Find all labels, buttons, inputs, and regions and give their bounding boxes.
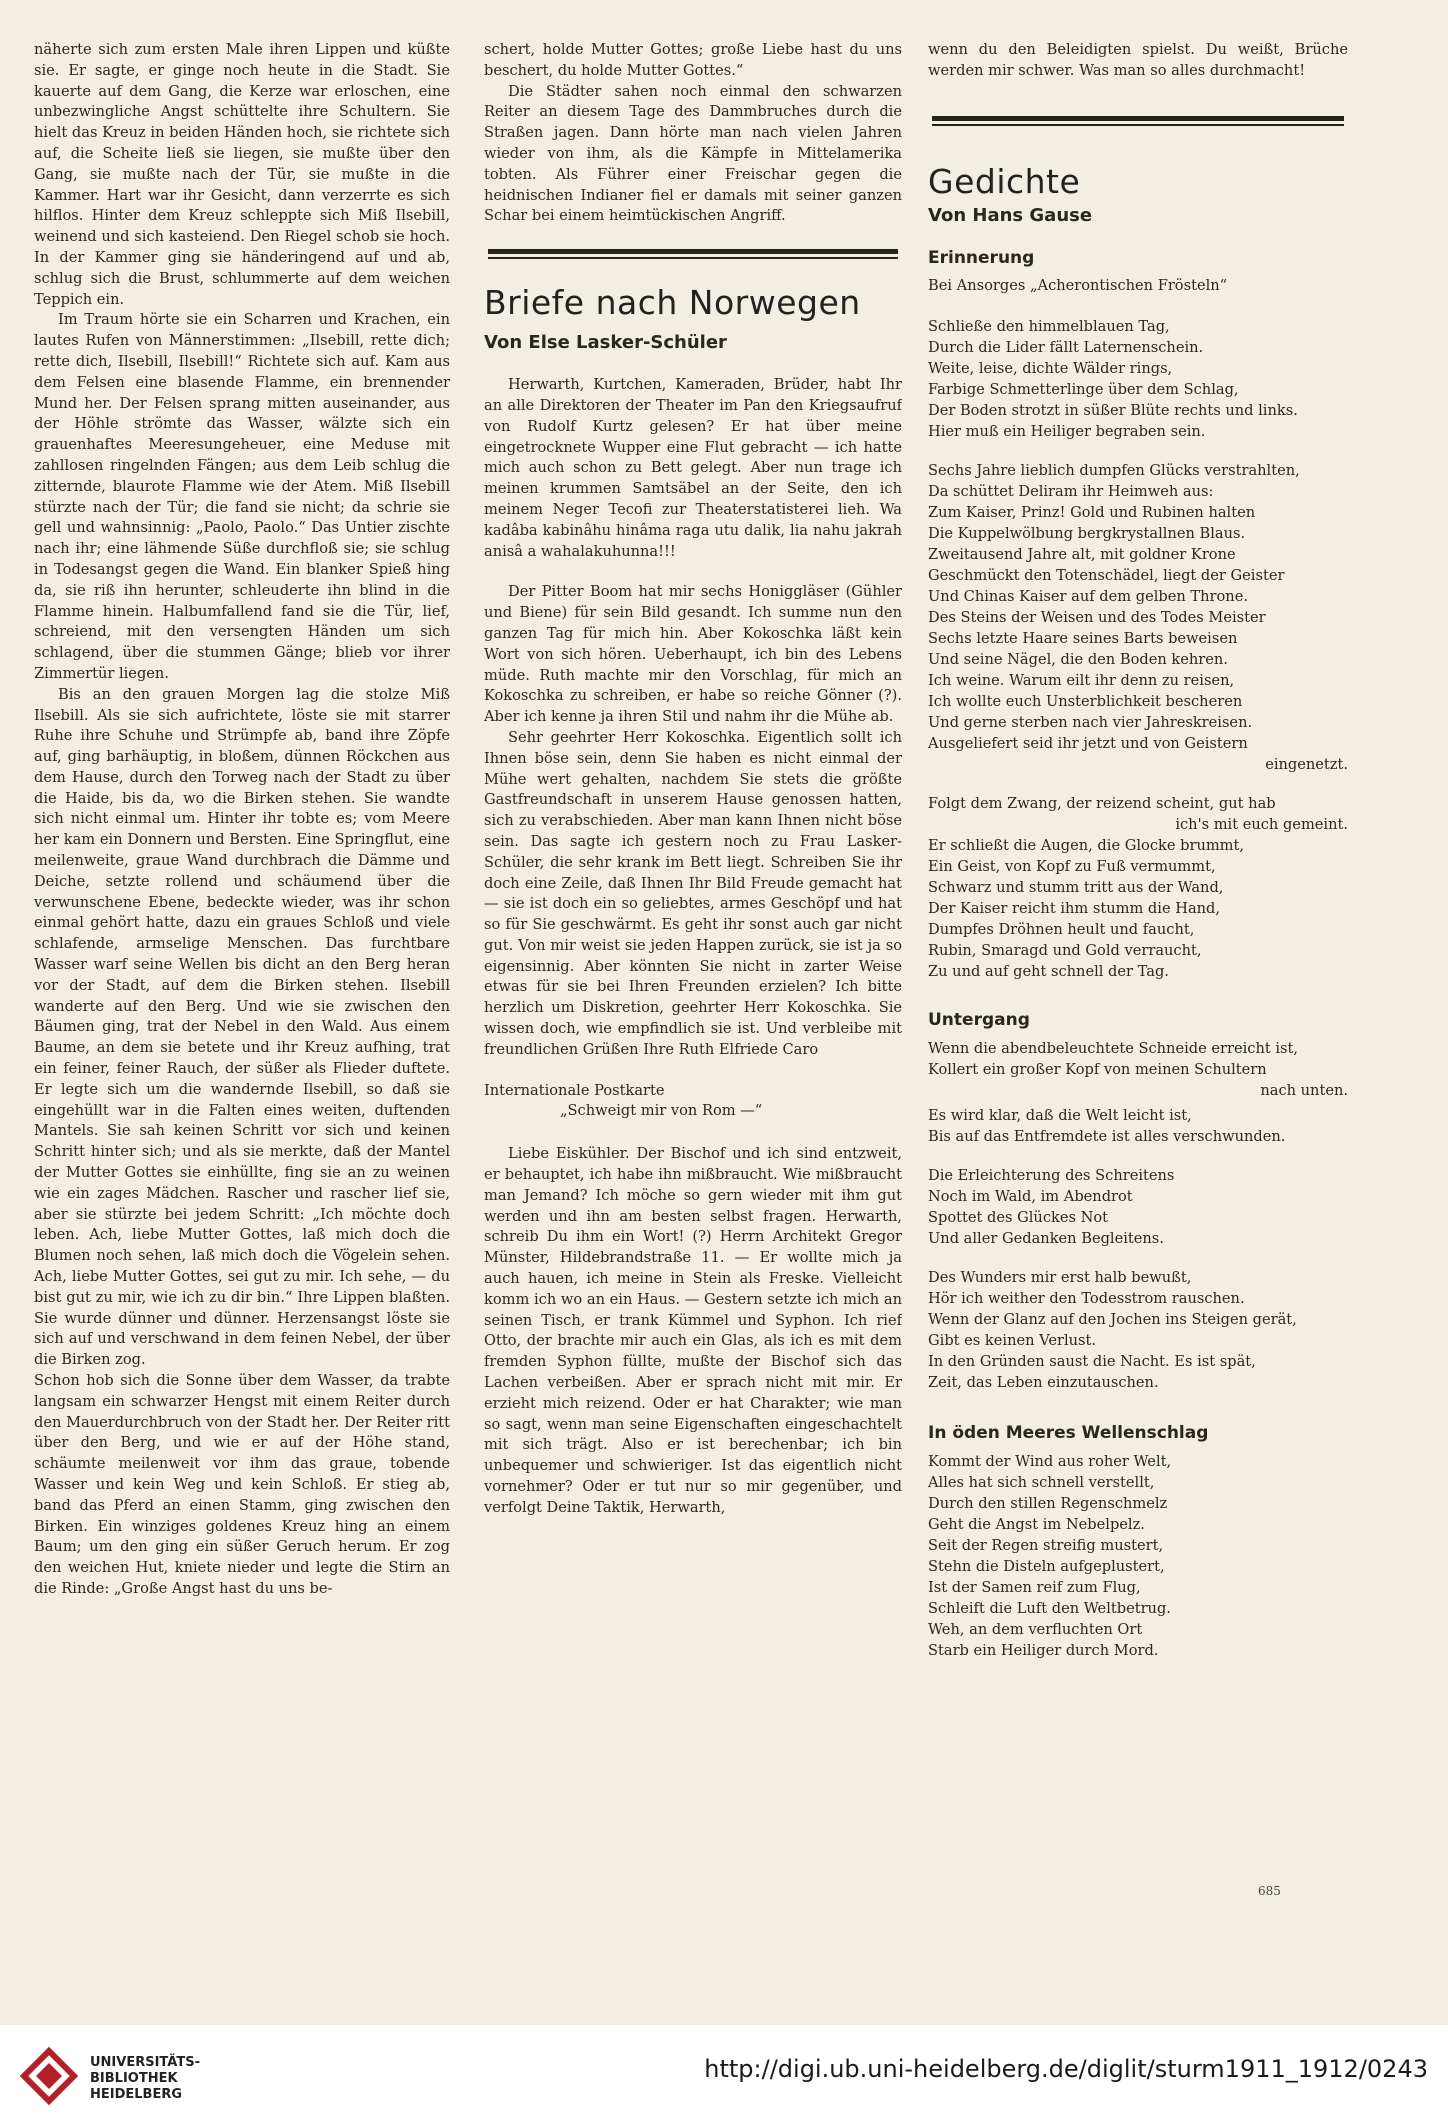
postcard-quote: „Schweigt mir von Rom —“ [560, 1102, 763, 1120]
poem-stanza [928, 1451, 1348, 1661]
poem-stanza [928, 1038, 1348, 1101]
poem-line: Sechs letzte Haare seines Barts beweisen [928, 630, 1238, 648]
poem-line: Und gerne sterben nach vier Jahreskreisen. [928, 714, 1253, 732]
story-paragraph: wenn du den Beleidigten spielst. Du weißt, Brüche werden mir schwer. Was man so alles durchmacht! [928, 41, 1348, 79]
page-number: 685 [1258, 1884, 1281, 1898]
poem-stanza [928, 1267, 1348, 1393]
poem-line: Da schüttet Deliram ihr Heimweh aus: [928, 483, 1214, 501]
library-name-line: UNIVERSITÄTS- [90, 2055, 200, 2070]
poem-stanza [928, 1165, 1348, 1249]
poem-line: Er schließt die Augen, die Glocke brummt, [928, 837, 1245, 855]
poem-line: Ein Geist, von Kopf zu Fuß vermummt, [928, 858, 1216, 876]
poem-stanza [928, 1105, 1348, 1147]
story-paragraph: Im Traum hörte sie ein Scharren und Krachen, ein lautes Rufen von Männerstimmen: „Ilsebill, rette dich; rette dich, Ilsebill, Ilsebill!“ Richtete sich auf. Kam aus dem Felsen eine blasende Flamme, ein brennender Mund her. Der Felsen sprang mitten auseinander, aus der Höhle strömte das Wasser, wälzte sich ein grauenhaftes Meeresungeheuer, eine Meduse mit zahllosen ringelnden Fängen; aus dem Leib schlug die zitternde, blaurote Flamme wie der Atem. Miß Ilsebill stürzte nach der Tür; die fand sie nicht; da schrie sie gell und wahnsinnig: „Paolo, Paolo.“ Das Untier zischte nach ihr; eine lähmende Süße durchfloß sie; sie schlug in Todesangst gegen die Wand. Ein blanker Spieß hing da, sie riß ihn herunter, schleuderte ihn blind in die Flamme hinein. Halbumfallend fand sie die Tür, lief, schreiend, mit den versengten Händen um sich schlagend, über die stummen Gänge; blieb vor ihrer Zimmertür liegen. [34, 311, 450, 682]
postcard-label: Internationale Postkarte [484, 1081, 665, 1099]
poem-line: Seit der Regen streifig mustert, [928, 1537, 1164, 1555]
poem-line: Geschmückt den Totenschädel, liegt der Geister [928, 567, 1285, 585]
poem-line: Schwarz und stumm tritt aus der Wand, [928, 879, 1224, 897]
poem-line: Der Kaiser reicht ihm stumm die Hand, [928, 900, 1221, 918]
poem-line: Zum Kaiser, Prinz! Gold und Rubinen halten [928, 504, 1256, 522]
poem-line: Zeit, das Leben einzutauschen. [928, 1374, 1159, 1392]
article-author: Von Else Lasker-Schüler [484, 332, 727, 354]
letter-paragraph: Liebe Eiskühler. Der Bischof und ich sind entzweit, er behauptet, ich habe ihn mißbraucht. Wie mißbraucht man Jemand? Ich möche so gern wieder mit ihm gut werden und ihn am besten selbst fragen. Herwarth, schreib Du ihm ein Wort! (?) Herrn Architekt Gregor Münster, Hildebrandstraße 11. — Er wollte mich ja auch hauen, ich meine in Stein als Freske. Vielleicht komm ich wo an ein Haus. — Gestern setzte ich mich an seinen Tisch, er trank Kümmel und Syphon. Ich rief Otto, der brachte mir auch ein Glas, als ich es mit dem fremden Syphon füllte, mußte der Bischof sich das Lachen verbeißen. Aber er sprach nicht mit mir. Er erzieht mich reizend. Oder er hat Charakter; wie man so sagt, wenn man seine Eigenschaften eingeschachtelt mit sich trägt. Also er ist berechenbar; ich bin unbequemer und schwieriger. Ist das eigentlich nicht vornehmer? Oder er tut nur so mir gegenüber, und verfolgt Deine Taktik, Herwarth, [484, 1145, 902, 1516]
poem-line: Spottet des Glückes Not [928, 1209, 1109, 1227]
poem-line-runover: nach unten. [1260, 1082, 1348, 1100]
poem-line: Hör ich weither den Todesstrom rauschen. [928, 1290, 1245, 1308]
poem-line: Und aller Gedanken Begleitens. [928, 1230, 1164, 1248]
poem-line: Rubin, Smaragd und Gold verraucht, [928, 942, 1202, 960]
letter-paragraph: Sehr geehrter Herr Kokoschka. Eigentlich sollt ich Ihnen böse sein, denn Sie haben es nicht einmal der Mühe wert gehalten, nachdem Sie stets die größte Gastfreundschaft in unserem Hause genossen hatten, sich zu verabschieden. Aber man kann Ihnen nicht böse sein. Das sagte ich gestern noch zu Frau Lasker-Schüler, die sehr krank im Bett liegt. Schreiben Sie ihr doch eine Zeile, daß Ihnen Ihr Bild Freude gemacht hat — sie ist doch ein so geliebtes, armes Geschöpf und hat so für Sie geschwärmt. Es geht ihr sonst auch gar nicht gut. Von mir weist sie jeden Happen zurück, sie ist ja so eigensinnig. Aber könnten Sie nicht in zarter Weise etwas für sie bei Ihren Freunden erzielen? Ich bitte herzlich um Diskretion, geehrter Herr Kokoschka. Sie wissen doch, wie empfindlich sie ist. Und verbleibe mit freundlichen Grüßen Ihre Ruth Elfriede Caro [484, 728, 902, 1058]
poem-line: Starb ein Heiliger durch Mord. [928, 1642, 1159, 1660]
poem-line: Farbige Schmetterlinge über dem Schlag, [928, 381, 1239, 399]
right-column [928, 40, 1348, 1900]
poem-line: Weh, an dem verfluchten Ort [928, 1621, 1143, 1639]
poem-line: Schließe den himmelblauen Tag, [928, 318, 1170, 336]
middle-column [484, 40, 902, 1900]
section-author: Von Hans Gause [928, 204, 1093, 226]
poem-line: Ausgeliefert seid ihr jetzt und von Geistern [928, 735, 1248, 753]
poem-line: Gibt es keinen Verlust. [928, 1332, 1097, 1350]
letter-paragraph: Herwarth, Kurtchen, Kameraden, Brüder, habt Ihr an alle Direktoren der Theater im Pan den Kriegsaufruf von Rudolf Kurtz gelesen? Er hat über meine eingetrocknete Wupper eine Flut gebracht — ich hatte mich auch schon zu Bett gelegt. Aber nun trage ich meinen krummen Samtsäbel an der Seite, den ich meinem Neger Tecofi zur Theaterstatisterei lieh. Wa kadâba kabinâhu hinâma raga utu dalik, lia nahu jakrah anisâ a wahalakuhunna!!! [484, 376, 902, 560]
poem-line: Zweitausend Jahre alt, mit goldner Krone [928, 546, 1236, 564]
poem-line: Dumpfes Dröhnen heult und faucht, [928, 921, 1195, 939]
story-paragraph: Schon hob sich die Sonne über dem Wasser, da trabte langsam ein schwarzer Hengst mit einem Reiter durch den Mauerdurchbruch von der Stadt her. Der Reiter ritt über den Berg, und wie er auf der Höhe stand, schäumte meilenweit vor ihm das graue, tobende Wasser und kein Weg und kein Schloß. Er stieg ab, band das Pferd an einen Stamm, ging zwischen den Birken. Ein winziges goldenes Kreuz hing an einem Baum; um den ging ein süßer Geruch herum. Er zog den weichen Hut, kniete nieder und legte die Stirn an die Rinde: „Große Angst hast du uns be- [34, 1372, 450, 1597]
left-column [34, 40, 450, 1900]
poem-line-runover: ich's mit euch gemeint. [1175, 816, 1348, 834]
poem-line: Schleift die Luft den Weltbetrug. [928, 1600, 1171, 1618]
poem-line: Sechs Jahre lieblich dumpfen Glücks verstrahlten, [928, 462, 1300, 480]
poem-stanza [928, 316, 1348, 442]
poem-line: In den Gründen saust die Nacht. Es ist spät, [928, 1353, 1256, 1371]
poem-line: Weite, leise, dichte Wälder rings, [928, 360, 1173, 378]
poem-line: Bis auf das Entfremdete ist alles verschwunden. [928, 1128, 1286, 1146]
footer-bar [0, 2025, 1448, 2127]
poem-subtitle: Bei Ansorges „Acherontischen Frösteln“ [928, 276, 1228, 294]
story-paragraph: Bis an den grauen Morgen lag die stolze Miß Ilsebill. Als sie sich aufrichtete, löste sie mit starrer Ruhe ihre Schuhe und Strümpfe ab, band ihre Zöpfe auf, ging barhäuptig, in bloßem, dünnen Röckchen aus dem Hause, durch den Torweg nach der Stadt zu über die Haide, bis da, wo die Birken stehen. Sie wandte sich nicht einmal um. Hinter ihr tobte es; vom Meere her kam ein Donnern und Bersten. Eine Springflut, eine meilenweite, graue Wand durchbrach die Dämme und Deiche, setzte rollend und schäumend über die verwunschene Ebene, bedeckte wieder, was ihr schon einmal gehört hatte, dazu ein graues Schloß und viele schlafende, armselige Menschen. Das furchtbare Wasser warf seine Wellen bis dicht an den Berg heran vor der Stadt, auf dem die Birken stehen. Ilsebill wanderte auf den Berg. Und wie sie zwischen den Bäumen ging, trat der Nebel in den Wald. Aus einem Baume, an dem sie betete und ihr Kreuz aufhing, trat ein feiner, feiner Rauch, der süßer als Flieder duftete. Er legte sich um die wandernde Ilsebill, so daß sie eingehüllt war in die Falten eines weiten, duftenden Mantels. Sie sah keinen Schritt vor sich und keinen Schritt hinter sich; und als sie merkte, daß der Mantel der Mutter Gottes sie einhüllte, fing sie an zu weinen wie ein zages Mädchen. Rascher und rascher lief sie, aber sie stürzte bei jedem Schritt: „Ich möchte doch leben. Ach, liebe Mutter Gottes, laß mich doch die Blumen noch sehen, laß mich doch die Vögelein sehen. Ach, liebe Mutter Gottes, sei gut zu mir. Ich sehe, — du bist gut zu mir, wie ich zu dir bin.“ Ihre Lippen blaßten. Sie wurde dünner und dünner. Herzensangst löste sie sich auf und verschwand in dem feinen Nebel, der über die Birken zog. [34, 685, 450, 1369]
poem-line: Der Boden strotzt in süßer Blüte rechts und links. [928, 402, 1298, 420]
source-url-link[interactable]: http://digi.ub.uni-heidelberg.de/diglit/sturm1911_1912/0243 [704, 2055, 1428, 2083]
poem-line: Durch die Lider fällt Laternenschein. [928, 339, 1204, 357]
poem-line: Und Chinas Kaiser auf dem gelben Throne. [928, 588, 1248, 606]
poem-line: Ich weine. Warum eilt ihr denn zu reisen, [928, 672, 1235, 690]
story-paragraph: näherte sich zum ersten Male ihren Lippen und küßte sie. Er sagte, er ginge noch heute in die Stadt. Sie kauerte auf dem Gang, die Kerze war erloschen, eine unbezwingliche Angst schüttelte ihre Schultern. Sie hielt das Kreuz in beiden Händen hoch, sie richtete sich auf, die Scheite ließ sie liegen, sie mußte über den Gang, sie mußte nach der Tür, sie mußte in die Kammer. Hart war ihr Gesicht, dann verzerrte es sich hilflos. Hinter dem Kreuz schleppte sich Miß Ilsebill, weinend und sich kasteiend. Den Riegel schob sie hoch. In der Kammer ging sie händeringend auf und ab, schlug sich die Brust, schlummerte auf dem weichen Teppich ein. [34, 41, 450, 308]
poem-line: Und seine Nägel, die den Boden kehren. [928, 651, 1228, 669]
story-paragraph: Die Städter sahen noch einmal den schwarzen Reiter an diesem Tage des Dammbruches durch die Straßen jagen. Dann hörte man nach vielen Jahren wieder von ihm, als die Kämpfe in Mittelamerika tobten. Als Führer einer Freischar gegen die heidnischen Indianer fiel er damals mit seiner ganzen Schar bei einem heimtückischen Angriff. [484, 82, 902, 225]
poem-line: Die Erleichterung des Schreitens [928, 1167, 1175, 1185]
poem-title: In öden Meeres Wellenschlag [928, 1423, 1209, 1444]
section-divider [932, 116, 1344, 126]
poem-line: Ich wollte euch Unsterblichkeit bescheren [928, 693, 1243, 711]
story-paragraph: schert, holde Mutter Gottes; große Liebe hast du uns beschert, du holde Mutter Gottes.“ [484, 41, 902, 79]
library-logo-icon [20, 2047, 78, 2105]
poem-stanza [928, 793, 1348, 982]
library-name [90, 2055, 200, 2103]
library-name-line: BIBLIOTHEK [90, 2071, 178, 2086]
poem-line: Folgt dem Zwang, der reizend scheint, gut hab [928, 795, 1276, 813]
poem-line: Kollert ein großer Kopf von meinen Schultern [928, 1061, 1267, 1079]
poem-line: Die Kuppelwölbung bergkrystallnen Blaus. [928, 525, 1246, 543]
poem-line: Wenn der Glanz auf den Jochen ins Steigen gerät, [928, 1311, 1297, 1329]
poem-line: Durch den stillen Regenschmelz [928, 1495, 1168, 1513]
poem-title: Erinnerung [928, 247, 1035, 268]
section-title: Gedichte [928, 161, 1081, 201]
poem-line: Geht die Angst im Nebelpelz. [928, 1516, 1145, 1534]
poem-line: Des Wunders mir erst halb bewußt, [928, 1269, 1192, 1287]
poem-line-runover: eingenetzt. [1265, 756, 1348, 774]
poem-line: Wenn die abendbeleuchtete Schneide erreicht ist, [928, 1040, 1299, 1058]
library-name-line: HEIDELBERG [90, 2087, 183, 2102]
poem-line: Stehn die Disteln aufgeplustert, [928, 1558, 1165, 1576]
poem-line: Hier muß ein Heiliger begraben sein. [928, 423, 1206, 441]
poem-line: Ist der Samen reif zum Flug, [928, 1579, 1141, 1597]
letter-paragraph: Der Pitter Boom hat mir sechs Honiggläser (Gühler und Biene) für sein Bild gesandt. Ich summe nun den ganzen Tag für mich hin. Aber Kokoschka läßt kein Wort von sich hören. Ueberhaupt, ich bin des Lebens müde. Ruth machte mir den Vorschlag, für mich an Kokoschka zu schreiben, er habe so reiche Gönner (?). Aber ich kenne ja ihren Stil und nahm ihr die Mühe ab. [484, 583, 902, 726]
poem-line: Alles hat sich schnell verstellt, [928, 1474, 1155, 1492]
poem-stanza [928, 460, 1348, 775]
poem-line: Des Steins der Weisen und des Todes Meister [928, 609, 1266, 627]
poem-title: Untergang [928, 1010, 1030, 1031]
section-divider [488, 249, 898, 259]
poem-line: Es wird klar, daß die Welt leicht ist, [928, 1107, 1192, 1125]
poem-line: Kommt der Wind aus roher Welt, [928, 1453, 1172, 1471]
poem-line: Zu und auf geht schnell der Tag. [928, 963, 1169, 981]
article-title: Briefe nach Norwegen [484, 283, 861, 323]
poem-line: Noch im Wald, im Abendrot [928, 1188, 1133, 1206]
